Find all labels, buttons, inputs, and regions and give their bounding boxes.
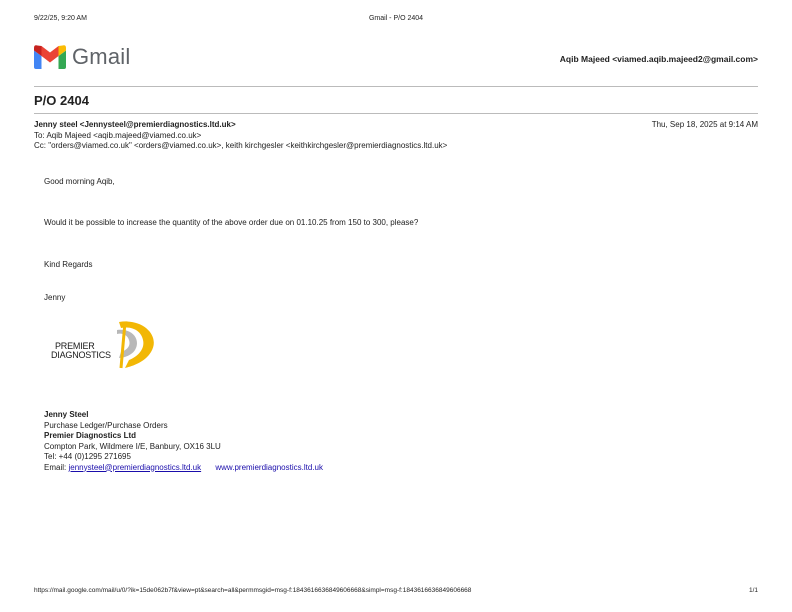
sig-name: Jenny Steel: [44, 410, 89, 419]
sig-address: Compton Park, Wildmere I/E, Banbury, OX16 3LU: [44, 441, 221, 451]
body-message: Would it be possible to increase the quantity of the above order due on 01.10.25 from 150 to 300, please?: [44, 218, 419, 227]
print-header: [34, 15, 758, 27]
sig-company: Premier Diagnostics Ltd: [44, 431, 137, 440]
print-datetime: 9/22/25, 9:20 AM: [34, 15, 87, 22]
email-to: To: Aqib Majeed <aqib.majeed@viamed.co.uk>: [34, 130, 202, 140]
email-meta: [34, 120, 758, 152]
sig-email-link[interactable]: jennysteel@premierdiagnostics.ltd.uk: [68, 462, 202, 472]
sig-email-line: [44, 463, 323, 474]
email-signature: [44, 410, 323, 473]
divider-top: [34, 86, 758, 87]
sig-tel: Tel: +44 (0)1295 271695: [44, 452, 131, 461]
body-name: Jenny: [44, 293, 66, 302]
sig-role: Purchase Ledger/Purchase Orders: [44, 420, 168, 430]
sig-website-link[interactable]: www.premierdiagnostics.ltd.uk: [215, 462, 323, 472]
premier-diagnostics-logo: [47, 318, 159, 370]
logo-line-1: PREMIER: [55, 341, 95, 351]
logo-row: [34, 42, 758, 74]
email-cc: Cc: "orders@viamed.co.uk" <orders@viamed.co.uk>, keith kirchgesler <keithkirchgesler@premierdiagnostics.ltd.uk>: [34, 141, 448, 150]
divider-subject: [34, 113, 758, 114]
email-from: Jenny steel <Jennysteel@premierdiagnostics.ltd.uk>: [34, 120, 236, 129]
print-page-number: 1/1: [748, 587, 758, 594]
email-date: Thu, Sep 18, 2025 at 9:14 AM: [651, 120, 758, 129]
body-greeting: Good morning Aqib,: [44, 177, 115, 186]
print-footer: [34, 587, 758, 597]
logo-line-2: DIAGNOSTICS: [51, 350, 111, 360]
print-url: https://mail.google.com/mail/u/0/?ik=15de062b7f&view=pt&search=all&permmsgid=msg-f:1843616636849606668&simpl=msg-f:1843616636849606668: [34, 587, 472, 594]
sig-email-label: Email:: [44, 462, 67, 472]
account-label: Aqib Majeed <viamed.aqib.majeed2@gmail.com>: [559, 54, 758, 64]
body-closing: Kind Regards: [44, 260, 93, 269]
gmail-logo[interactable]: [34, 44, 130, 70]
gmail-wordmark: Gmail: [72, 44, 131, 69]
gmail-m-icon: [34, 45, 66, 69]
premier-diagnostics-wordmark: [51, 342, 111, 360]
print-title: Gmail - P/O 2404: [368, 15, 424, 22]
email-subject: P/O 2404: [34, 93, 89, 108]
